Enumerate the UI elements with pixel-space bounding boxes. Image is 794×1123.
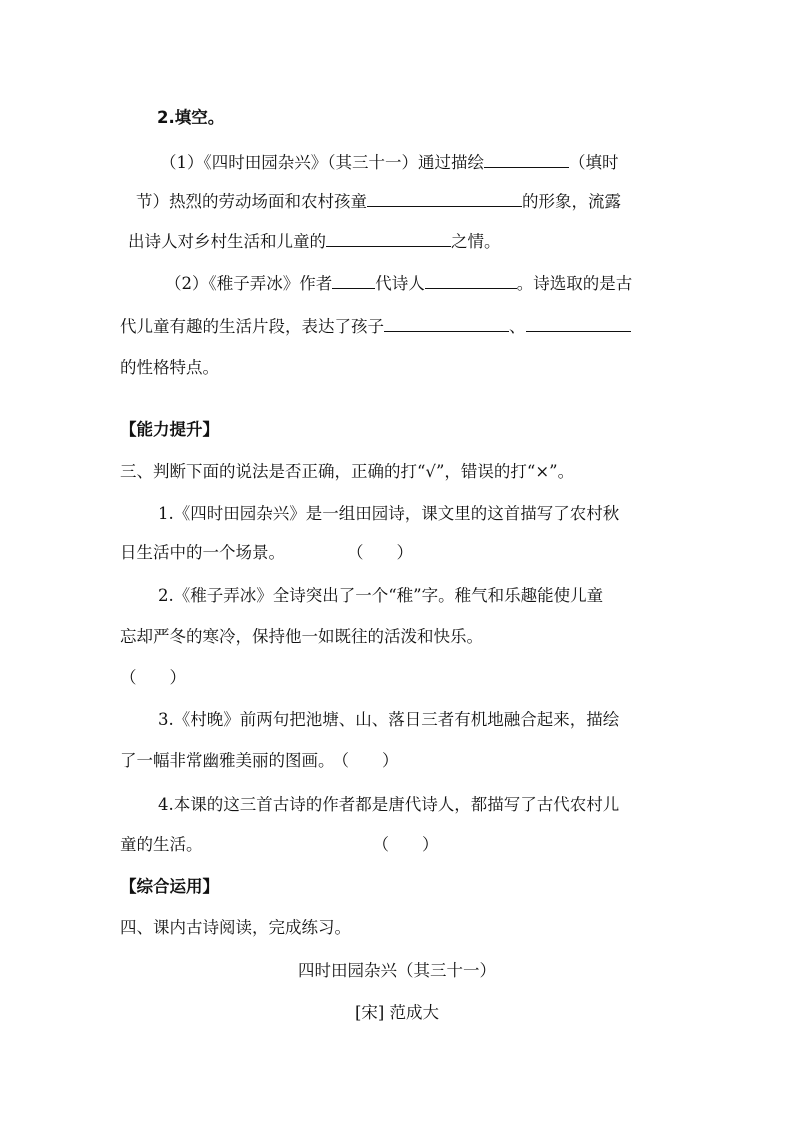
judge-item-1-line-2: 日生活中的一个场景。 （ ）	[120, 543, 413, 562]
fill-question-2-line-1: （2）《稚子弄冰》作者 代诗人 。诗选取的是古	[165, 274, 633, 293]
fill-question-2-line-3: 的性格特点。	[120, 358, 219, 377]
answer-paren[interactable]: （ ）	[332, 751, 399, 770]
answer-blank[interactable]	[384, 316, 509, 332]
answer-blank[interactable]	[326, 231, 451, 247]
judge-item-2-line-2: 忘却严冬的寒冷，保持他一如既往的活泼和快乐。	[120, 627, 483, 646]
question-heading: 2.填空。	[157, 108, 225, 127]
answer-blank[interactable]	[367, 191, 522, 207]
fill-question-1-line-3: 出诗人对乡村生活和儿童的 之情。	[128, 232, 501, 251]
judge-item-4-line-1: 4.本课的这三首古诗的作者都是唐代诗人，都描写了古代农村儿	[158, 795, 620, 814]
fill-question-1-line-1: （1）《四时田园杂兴》（其三十一）通过描绘 （填时	[160, 153, 619, 172]
answer-blank[interactable]	[526, 316, 631, 332]
fill-question-2-line-2: 代儿童有趣的生活片段，表达了孩子 、	[120, 316, 631, 337]
fill-question-1-line-2: 节）热烈的劳动场面和农村孩童 的形象，流露	[136, 192, 621, 211]
poem-author: [宋] 范成大	[354, 1003, 440, 1022]
judge-item-3-line-2: 了一幅非常幽雅美丽的图画。（ ）	[120, 751, 399, 770]
answer-blank[interactable]	[484, 152, 569, 168]
judge-item-2-line-1: 2.《稚子弄冰》全诗突出了一个“稚”字。稚气和乐趣能使儿童	[158, 586, 604, 605]
poem-title: 四时田园杂兴（其三十一）	[298, 961, 496, 980]
judge-item-1-line-1: 1.《四时田园杂兴》是一组田园诗，课文里的这首描写了农村秋	[158, 504, 620, 523]
section-title-ability: 【能力提升】	[120, 420, 219, 439]
reading-instruction: 四、课内古诗阅读，完成练习。	[120, 918, 351, 937]
answer-paren[interactable]: （ ）	[372, 835, 439, 854]
answer-paren[interactable]: （ ）	[120, 668, 186, 687]
answer-blank[interactable]	[332, 273, 375, 289]
judge-instruction: 三、判断下面的说法是否正确，正确的打“√”，错误的打“×”。	[120, 462, 575, 481]
judge-item-4-line-2: 童的生活。 （ ）	[120, 835, 439, 854]
answer-blank[interactable]	[425, 273, 517, 289]
section-title-comprehensive: 【综合运用】	[120, 877, 219, 896]
judge-item-3-line-1: 3.《村晚》前两句把池塘、山、落日三者有机地融合起来，描绘	[158, 710, 620, 729]
answer-paren[interactable]: （ ）	[347, 543, 413, 562]
